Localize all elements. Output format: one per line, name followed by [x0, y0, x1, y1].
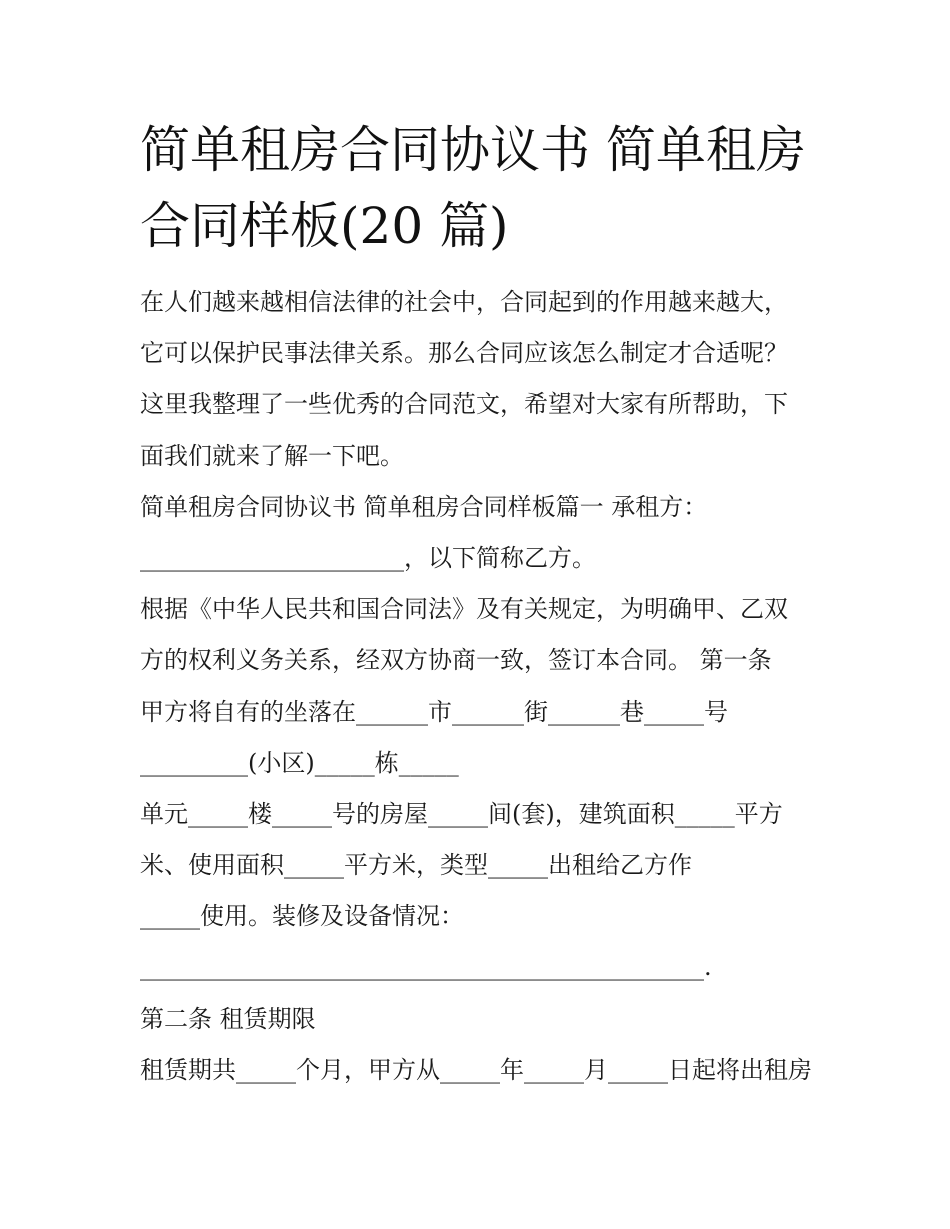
document-title: [140, 112, 840, 264]
paragraph-line: 根据《中华人民共和国合同法》及有关规定，为明确甲、乙双: [140, 595, 788, 624]
paragraph-line: 简单租房合同协议书 简单租房合同样板篇一 承租方：: [140, 492, 708, 521]
paragraph-line: 它可以保护民事法律关系。那么合同应该怎么制定才合适呢？: [140, 339, 788, 368]
paragraph-line: 在人们越来越相信法律的社会中，合同起到的作用越来越大，: [140, 288, 788, 316]
paragraph-line: 面我们就来了解一下吧。: [140, 441, 404, 470]
paragraph-line: _________(小区)_____栋_____: [140, 748, 459, 777]
paragraph-line: 米、使用面积_____平方米，类型_____出租给乙方作: [140, 851, 692, 880]
title-line-1: 简单租房合同协议书 简单租房: [140, 121, 806, 179]
paragraph-line: ______________________，以下简称乙方。: [140, 543, 596, 572]
paragraph-line: 方的权利义务关系，经双方协商一致，签订本合同。 第一条: [140, 646, 772, 675]
paragraph-line: _____使用。装修及设备情况：: [140, 902, 464, 931]
paragraph-line: 单元_____楼_____号的房屋_____间(套)，建筑面积_____平方: [140, 799, 783, 828]
document-body: [140, 277, 830, 1096]
paragraph-line: 第二条 租赁期限: [140, 1004, 316, 1033]
paragraph-line: 这里我整理了一些优秀的合同范文，希望对大家有所帮助，下: [140, 390, 788, 419]
paragraph-line: 租赁期共_____个月，甲方从_____年_____月_____日起将出租房: [140, 1055, 812, 1084]
paragraph-line: _______________________________________________.: [140, 953, 712, 982]
paragraph-line: 甲方将自有的坐落在______市______街______巷_____号: [140, 697, 728, 726]
title-line-2: 合同样板(20 篇): [140, 197, 509, 255]
